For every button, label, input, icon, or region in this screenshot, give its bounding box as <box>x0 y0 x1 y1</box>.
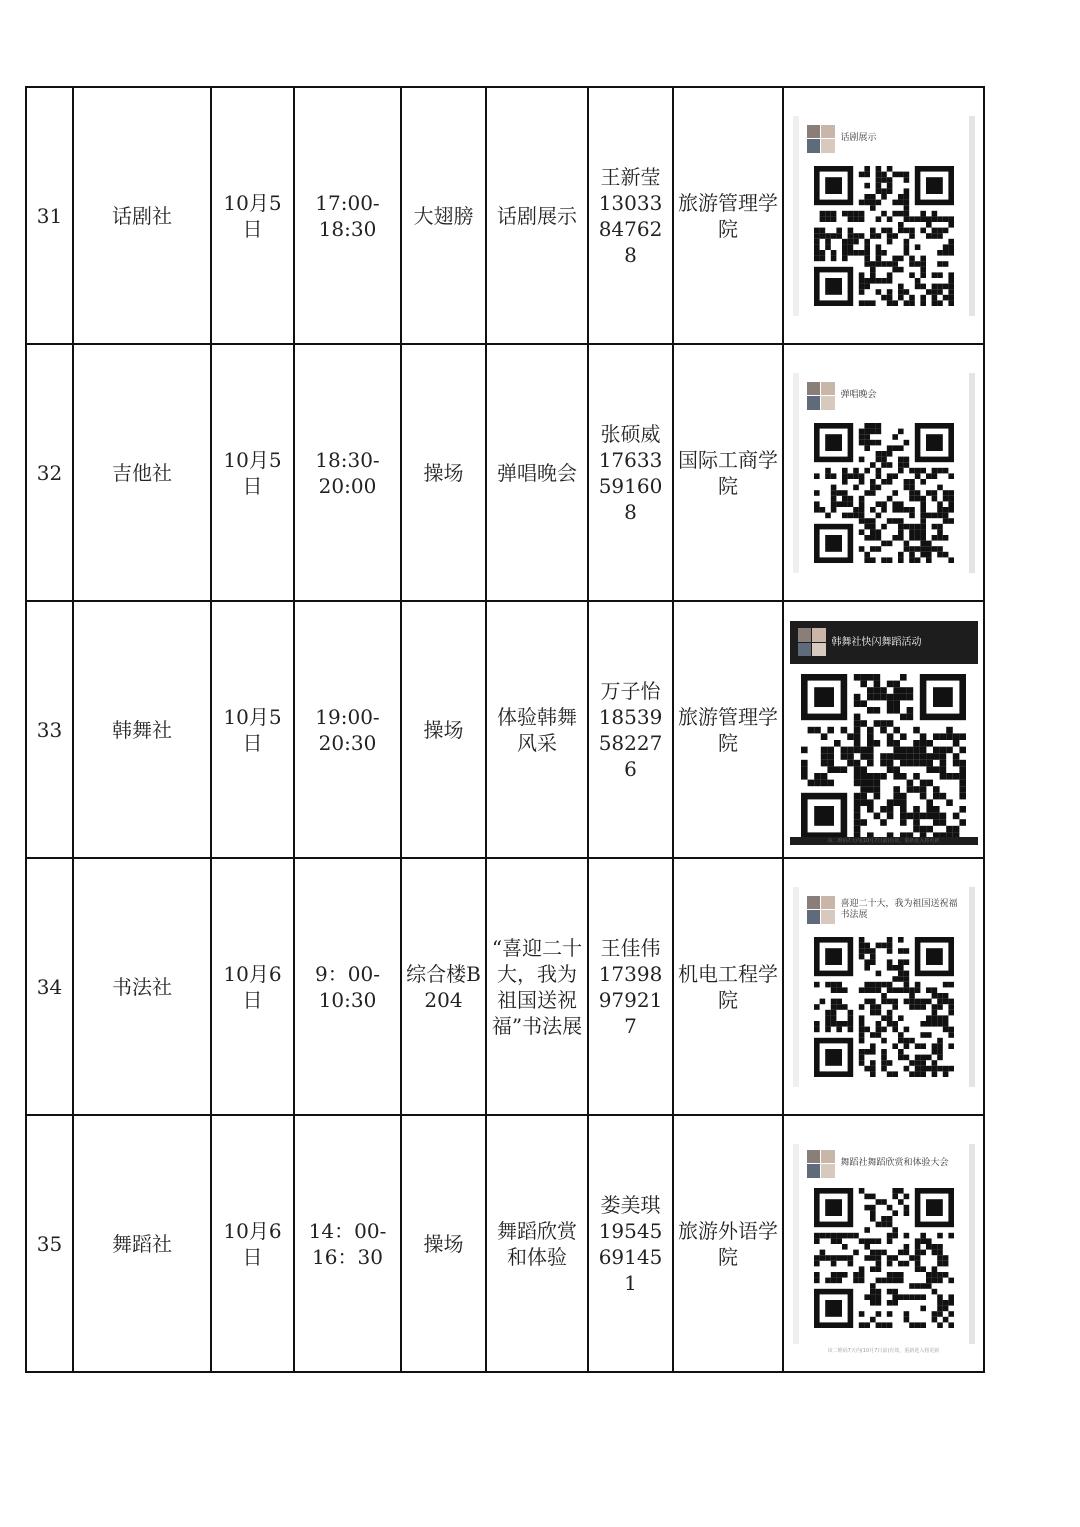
qr-code[interactable] <box>814 937 954 1083</box>
activity-date: 10月5日 <box>211 344 294 601</box>
qr-code[interactable] <box>801 674 966 845</box>
qr-footer: 该二维码7天内(10月7日前)有效，重新进入将更新 <box>790 837 978 845</box>
qr-card <box>793 1144 975 1354</box>
qr-code-icon <box>801 674 966 839</box>
row-number: 32 <box>26 344 73 601</box>
contact-cell <box>588 87 673 344</box>
group-avatar-icon <box>798 628 826 656</box>
contact-phone: 13033847628 <box>598 190 663 267</box>
college-name: 旅游管理学院 <box>673 601 783 858</box>
college-name: 旅游外语学院 <box>673 1115 783 1372</box>
qr-title: 喜迎二十大，我为祖国送祝福书法展 <box>840 898 958 920</box>
activity-name: 舞蹈欣赏和体验 <box>486 1115 588 1372</box>
contact-cell <box>588 344 673 601</box>
activity-place: 操场 <box>401 1115 486 1372</box>
row-number: 31 <box>26 87 73 344</box>
contact-phone: 17398979217 <box>598 961 663 1038</box>
activity-place: 操场 <box>401 601 486 858</box>
qr-card <box>793 887 975 1087</box>
activity-time: 17:00- 18:30 <box>294 87 401 344</box>
contact-phone: 17633591608 <box>598 447 663 524</box>
activity-name: 话剧展示 <box>486 87 588 344</box>
qr-cell <box>783 858 984 1115</box>
qr-header <box>799 893 969 927</box>
qr-code-icon <box>814 166 954 306</box>
contact-phone: 18539582276 <box>598 704 663 781</box>
qr-code-icon <box>814 937 954 1077</box>
group-avatar-icon <box>807 125 835 153</box>
contact-name: 万子怡 <box>600 678 661 703</box>
club-name: 书法社 <box>73 858 211 1115</box>
activity-time: 18:30- 20:00 <box>294 344 401 601</box>
contact-phone: 19545691451 <box>598 1218 663 1295</box>
qr-card <box>793 116 975 316</box>
qr-header <box>799 1150 969 1178</box>
college-name: 机电工程学院 <box>673 858 783 1115</box>
qr-code[interactable] <box>814 1188 954 1334</box>
table-body <box>26 87 984 1372</box>
row-number: 34 <box>26 858 73 1115</box>
row-number: 35 <box>26 1115 73 1372</box>
table-row <box>26 1115 984 1372</box>
activity-place: 综合楼B204 <box>401 858 486 1115</box>
contact-cell <box>588 1115 673 1372</box>
club-name: 韩舞社 <box>73 601 211 858</box>
qr-cell <box>783 344 984 601</box>
contact-name: 娄美琪 <box>600 1192 661 1217</box>
qr-card <box>790 615 978 845</box>
qr-header <box>799 379 969 413</box>
activity-name: 弹唱晚会 <box>486 344 588 601</box>
contact-name: 王新莹 <box>600 164 661 189</box>
activity-date: 10月5日 <box>211 601 294 858</box>
contact-name: 王佳伟 <box>600 935 661 960</box>
activity-date: 10月6日 <box>211 1115 294 1372</box>
activity-name: 体验韩舞风采 <box>486 601 588 858</box>
activity-place: 操场 <box>401 344 486 601</box>
qr-card <box>793 373 975 573</box>
club-name: 话剧社 <box>73 87 211 344</box>
qr-cell <box>783 1115 984 1372</box>
qr-title: 韩舞社快闪舞蹈活动 <box>831 636 922 648</box>
qr-header <box>799 122 969 156</box>
club-name: 舞蹈社 <box>73 1115 211 1372</box>
activity-time: 19:00- 20:30 <box>294 601 401 858</box>
activity-time: 14：00- 16：30 <box>294 1115 401 1372</box>
qr-footer: 该二维码7天内(10月7日前)有效，重新进入将更新 <box>827 1347 940 1354</box>
qr-title: 弹唱晚会 <box>840 390 877 400</box>
activity-place: 大翅膀 <box>401 87 486 344</box>
qr-code-icon <box>814 1188 954 1328</box>
qr-title: 话剧展示 <box>840 133 877 143</box>
contact-name: 张硕威 <box>600 421 661 446</box>
table-row <box>26 601 984 858</box>
table-row <box>26 344 984 601</box>
table-row <box>26 87 984 344</box>
activity-date: 10月6日 <box>211 858 294 1115</box>
activity-name: “喜迎二十大，我为祖国送祝福”书法展 <box>486 858 588 1115</box>
qr-code[interactable] <box>814 423 954 569</box>
club-name: 吉他社 <box>73 344 211 601</box>
table-row <box>26 858 984 1115</box>
college-name: 旅游管理学院 <box>673 87 783 344</box>
schedule-table <box>25 86 985 1373</box>
group-avatar-icon <box>807 1150 835 1178</box>
row-number: 33 <box>26 601 73 858</box>
qr-cell <box>783 87 984 344</box>
qr-code[interactable] <box>814 166 954 312</box>
contact-cell <box>588 601 673 858</box>
group-avatar-icon <box>807 896 835 924</box>
qr-header <box>790 621 978 664</box>
activity-time: 9：00- 10:30 <box>294 858 401 1115</box>
qr-cell <box>783 601 984 858</box>
contact-cell <box>588 858 673 1115</box>
qr-title: 舞蹈社舞蹈欣赏和体验大会 <box>840 1158 949 1168</box>
qr-code-icon <box>814 423 954 563</box>
college-name: 国际工商学院 <box>673 344 783 601</box>
group-avatar-icon <box>807 382 835 410</box>
activity-date: 10月5日 <box>211 87 294 344</box>
